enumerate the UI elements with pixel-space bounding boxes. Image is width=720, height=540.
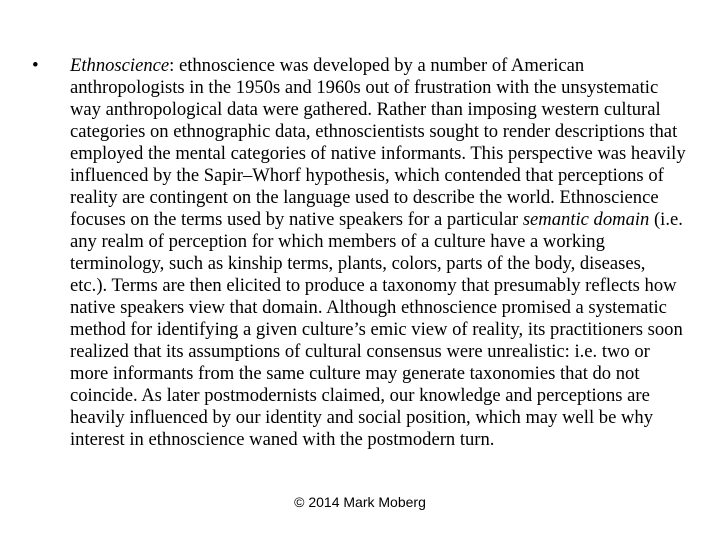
paragraph-part-1: : ethnoscience was developed by a number of American anthropologists in the 1950s and 1960s out of frustration with the unsystematic way anthropological data were gathered. Rather than imposing western cultural categories on ethnographic data, ethnoscientists sought to render descriptions that employed the mental categories of native informants. This perspective was heavily influenced by the Sapir–Whorf hypothesis, which contended that perceptions of reality are contingent on the language used to describe the world. Ethnoscience focuses on the terms used by native speakers for a particular bbox=[70, 55, 686, 230]
paragraph-part-2: (i.e. any realm of perception for which members of a culture have a working terminology, such as kinship terms, plants, colors, parts of the body, diseases, etc.). Terms are then elicited to produce a taxonomy that presumably reflects how native speakers view that domain. Although ethnoscience promised a systematic method for identifying a given culture’s emic view of reality, its practitioners soon realized that its assumptions of cultural consensus were unrealistic: i.e. two or more informants from the same culture may generate taxonomies that do not coincide. As later postmodernists claimed, our knowledge and perceptions are heavily influenced by our identity and social position, which may well be why interest in ethnoscience waned with the postmodern turn. bbox=[70, 209, 683, 450]
bullet-text bbox=[70, 55, 686, 451]
semantic-domain-term: semantic domain bbox=[522, 209, 650, 230]
bullet-item bbox=[26, 55, 686, 451]
copyright-footer: © 2014 Mark Moberg bbox=[294, 494, 426, 510]
bullet-marker: • bbox=[32, 55, 39, 76]
term-heading: Ethnoscience bbox=[70, 55, 170, 76]
